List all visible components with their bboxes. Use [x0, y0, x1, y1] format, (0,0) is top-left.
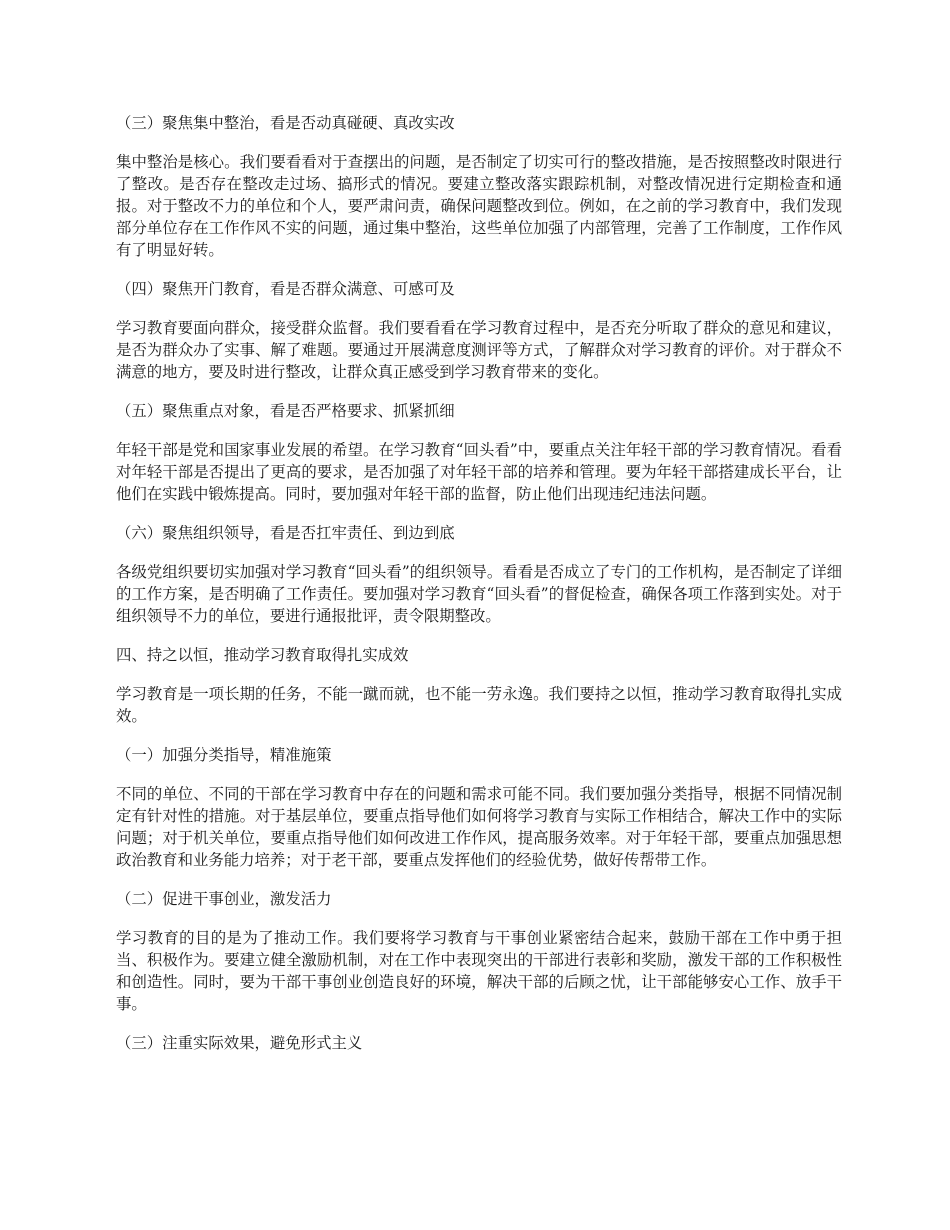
section-heading-entrepreneurship: （二）促进干事创业，激发活力	[116, 890, 332, 908]
paragraph-organization-leadership: 各级党组织要切实加强对学习教育“回头看”的组织领导。看看是否成立了专门的工作机构，是否制定了详细的工作方案，是否明确了工作责任。要加强对学习教育“回头看”的督促检查，确保各项工作落到实处。对于组织领导不力的单位，要进行通报批评，责令限期整改。	[116, 563, 842, 625]
section-heading-organization-leadership: （六）聚焦组织领导，看是否扛牢责任、到边到底	[116, 524, 455, 542]
section-heading-focus-rectification: （三）聚焦集中整治，看是否动真碰硬、真改实改	[116, 114, 455, 132]
paragraph-rectification: 集中整治是核心。我们要看看对于查摆出的问题，是否制定了切实可行的整改措施，是否按照整改时限进行了整改。是否存在整改走过场、搞形式的情况。要建立整改落实跟踪机制，对整改情况进行定期检查和通报。对于整改不力的单位和个人，要严肃问责，确保问题整改到位。例如，在之前的学习教育中，我们发现部分单位存在工作作风不实的问题，通过集中整治，这些单位加强了内部管理，完善了工作制度，工作作风有了明显好转。	[116, 153, 842, 259]
paragraph-classified-guidance: 不同的单位、不同的干部在学习教育中存在的问题和需求可能不同。我们要加强分类指导，根据不同情况制定有针对性的措施。对于基层单位，要重点指导他们如何将学习教育与实际工作相结合，解决工作中的实际问题；对于机关单位，要重点指导他们如何改进工作作风，提高服务效率。对于年轻干部，要重点加强思想政治教育和业务能力培养；对于老干部，要重点发挥他们的经验优势，做好传帮带工作。	[116, 785, 842, 869]
chapter-heading-persistence: 四、持之以恒，推动学习教育取得扎实成效	[116, 646, 409, 664]
section-heading-classified-guidance: （一）加强分类指导，精准施策	[116, 746, 332, 764]
section-heading-open-education: （四）聚焦开门教育，看是否群众满意、可感可及	[116, 280, 455, 298]
paragraph-entrepreneurship: 学习教育的目的是为了推动工作。我们要将学习教育与干事创业紧密结合起来，鼓励干部在工作中勇于担当、积极作为。要建立健全激励机制，对在工作中表现突出的干部进行表彰和奖励，激发干部的工作积极性和创造性。同时，要为干部干事创业创造良好的环境，解决干部的后顾之忧，让干部能够安心工作、放手干事。	[116, 929, 842, 1013]
section-heading-key-targets: （五）聚焦重点对象，看是否严格要求、抓紧抓细	[116, 402, 455, 420]
section-heading-practical-effect: （三）注重实际效果，避免形式主义	[116, 1034, 363, 1052]
paragraph-key-targets: 年轻干部是党和国家事业发展的希望。在学习教育“回头看”中，要重点关注年轻干部的学习教育情况。看看对年轻干部是否提出了更高的要求，是否加强了对年轻干部的培养和管理。要为年轻干部搭建成长平台，让他们在实践中锻炼提高。同时，要加强对年轻干部的监督，防止他们出现违纪违法问题。	[116, 441, 842, 503]
document-body	[116, 112, 842, 1071]
paragraph-persistence: 学习教育是一项长期的任务，不能一蹴而就，也不能一劳永逸。我们要持之以恒，推动学习教育取得扎实成效。	[116, 685, 842, 725]
paragraph-open-education: 学习教育要面向群众，接受群众监督。我们要看看在学习教育过程中，是否充分听取了群众的意见和建议，是否为群众办了实事、解了难题。要通过开展满意度测评等方式，了解群众对学习教育的评价。对于群众不满意的地方，要及时进行整改，让群众真正感受到学习教育带来的变化。	[116, 319, 842, 381]
